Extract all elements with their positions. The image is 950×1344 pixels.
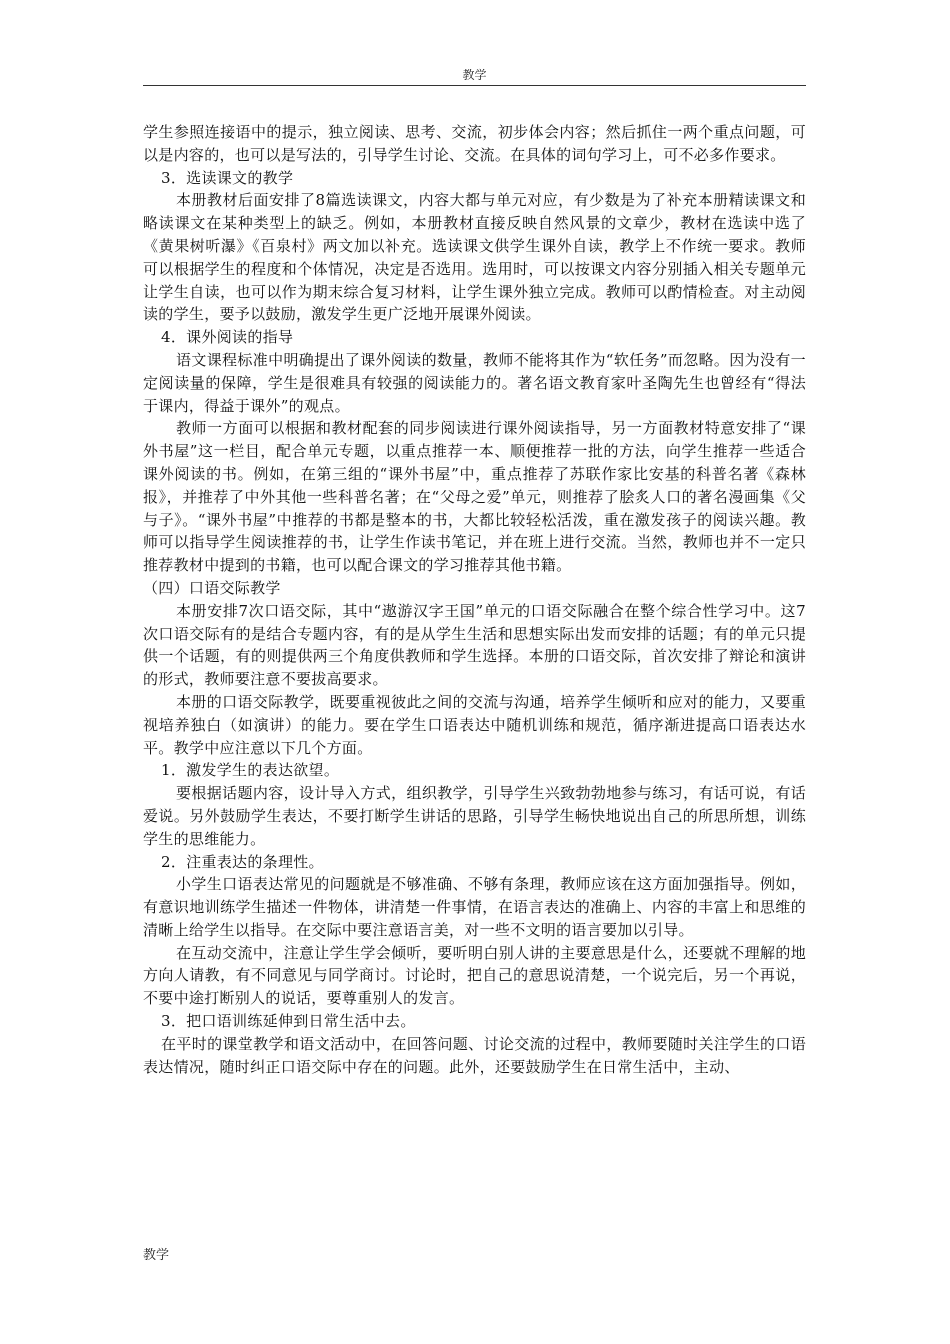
heading-stimulate-expression: 1．激发学生的表达欲望。 (161, 761, 340, 780)
paragraph-reading-guidance: 教师一方面可以根据和教材配套的同步阅读进行课外阅读指导，另一方面教材特意安排了“课外书屋”这一栏目，配合单元专题，以重点推荐一本、顺便推荐一批的方法，向学生推荐一些适合课外阅读的书。例如，在第三组的“课外书屋”中，重点推荐了苏联作家比安基的科普名著《森林报》，并推荐了中外其他一些科普名著；在“父母之爱”单元，则推荐了脍炙人口的著名漫画集《父与子》。“课外书屋”中推荐的书都是整本的书，大都比较轻松活泼，重在激发孩子的阅读兴趣。教师可以指导学生阅读推荐的书，让学生作读书笔记，并在班上进行交流。当然，教师也并不一定只推荐教材中提到的书籍，也可以配合课文的学习推荐其他书籍。 (143, 419, 806, 575)
header-divider (143, 85, 806, 86)
page-header: 教学 (462, 68, 487, 82)
paragraph-oral-arrangement: 本册安排7次口语交际，其中“遨游汉字王国”单元的口语交际融合在整个综合性学习中。这7次口语交际有的是结合专题内容，有的是从学生生活和思想实际出发而安排的话题；有的单元只提供一个话题，有的则提供两三个角度供教师和学生选择。本册的口语交际，首次安排了辩论和演讲的形式，教师要注意不要拔高要求。 (143, 601, 806, 689)
heading-daily-life: 3．把口语训练延伸到日常生活中去。 (161, 1012, 416, 1031)
document-body (143, 121, 806, 1078)
heading-selected-texts: 3．选读课文的教学 (161, 168, 294, 187)
paragraph-common-problems: 小学生口语表达常见的问题就是不够准确、不够有条理，教师应该在这方面加强指导。例如，有意识地训练学生描述一件物体，讲清楚一件事情，在语言表达的准确上、内容的丰富上和思维的清晰上给学生以指导。在交际中要注意语言美，对一些不文明的语言要加以引导。 (143, 875, 806, 939)
paragraph-selected-texts: 本册教材后面安排了8篇选读课文，内容大都与单元对应，有少数是为了补充本册精读课文和略读课文在某种类型上的缺乏。例如，本册教材直接反映自然风景的文章少，教材在选读中选了《黄果树听瀑》《百泉村》两文加以补充。选读课文供学生课外自读，教学上不作统一要求。教师可以根据学生的程度和个体情况，决定是否选用。选用时，可以按课文内容分别插入相关专题单元让学生自读，也可以作为期末综合复习材料，让学生课外独立完成。教师可以酌情检查。对主动阅读的学生，要予以鼓励，激发学生更广泛地开展课外阅读。 (143, 191, 806, 324)
paragraph-oral-teaching: 本册的口语交际教学，既要重视彼此之间的交流与沟通，培养学生倾听和应对的能力，又要重视培养独白（如演讲）的能力。要在学生口语表达中随机训练和规范，循序渐进提高口语表达水平。教学中应注意以下几个方面。 (143, 692, 806, 757)
section-heading-oral-communication: （四）口语交际教学 (143, 578, 281, 597)
paragraph-reading-standard: 语文课程标准中明确提出了课外阅读的数量，教师不能将其作为“软任务”而忽略。因为没有一定阅读量的保障，学生是很难具有较强的阅读能力的。著名语文教育家叶圣陶先生也曾经有“得法于课内，得益于课外”的观点。 (143, 350, 806, 415)
paragraph-daily-life: 在平时的课堂教学和语文活动中，在回答问题、讨论交流的过程中，教师要随时关注学生的口语表达情况，随时纠正口语交际中存在的问题。此外，还要鼓励学生在日常生活中，主动、 (143, 1034, 806, 1076)
paragraph-interactive-listening: 在互动交流中，注意让学生学会倾听，要听明白别人讲的主要意思是什么，还要就不理解的地方向人请教，有不同意见与同学商讨。讨论时，把自己的意思说清楚，一个说完后，另一个再说，不要中途打断别人的说话，要尊重别人的发言。 (143, 943, 806, 1008)
page-footer: 教学 (143, 1248, 170, 1263)
paragraph-continuation: 学生参照连接语中的提示，独立阅读、思考、交流，初步体会内容；然后抓住一两个重点问题，可以是内容的，也可以是写法的，引导学生讨论、交流。在具体的词句学习上，可不必多作要求。 (143, 123, 806, 164)
heading-extracurricular-reading: 4．课外阅读的指导 (161, 328, 294, 347)
heading-organized-expression: 2．注重表达的条理性。 (161, 852, 324, 871)
paragraph-stimulate-expression: 要根据话题内容，设计导入方式，组织教学，引导学生兴致勃勃地参与练习，有话可说，有话爱说。另外鼓励学生表达，不要打断学生讲话的思路，引导学生畅快地说出自己的所思所想，训练学生的思维能力。 (143, 784, 806, 848)
